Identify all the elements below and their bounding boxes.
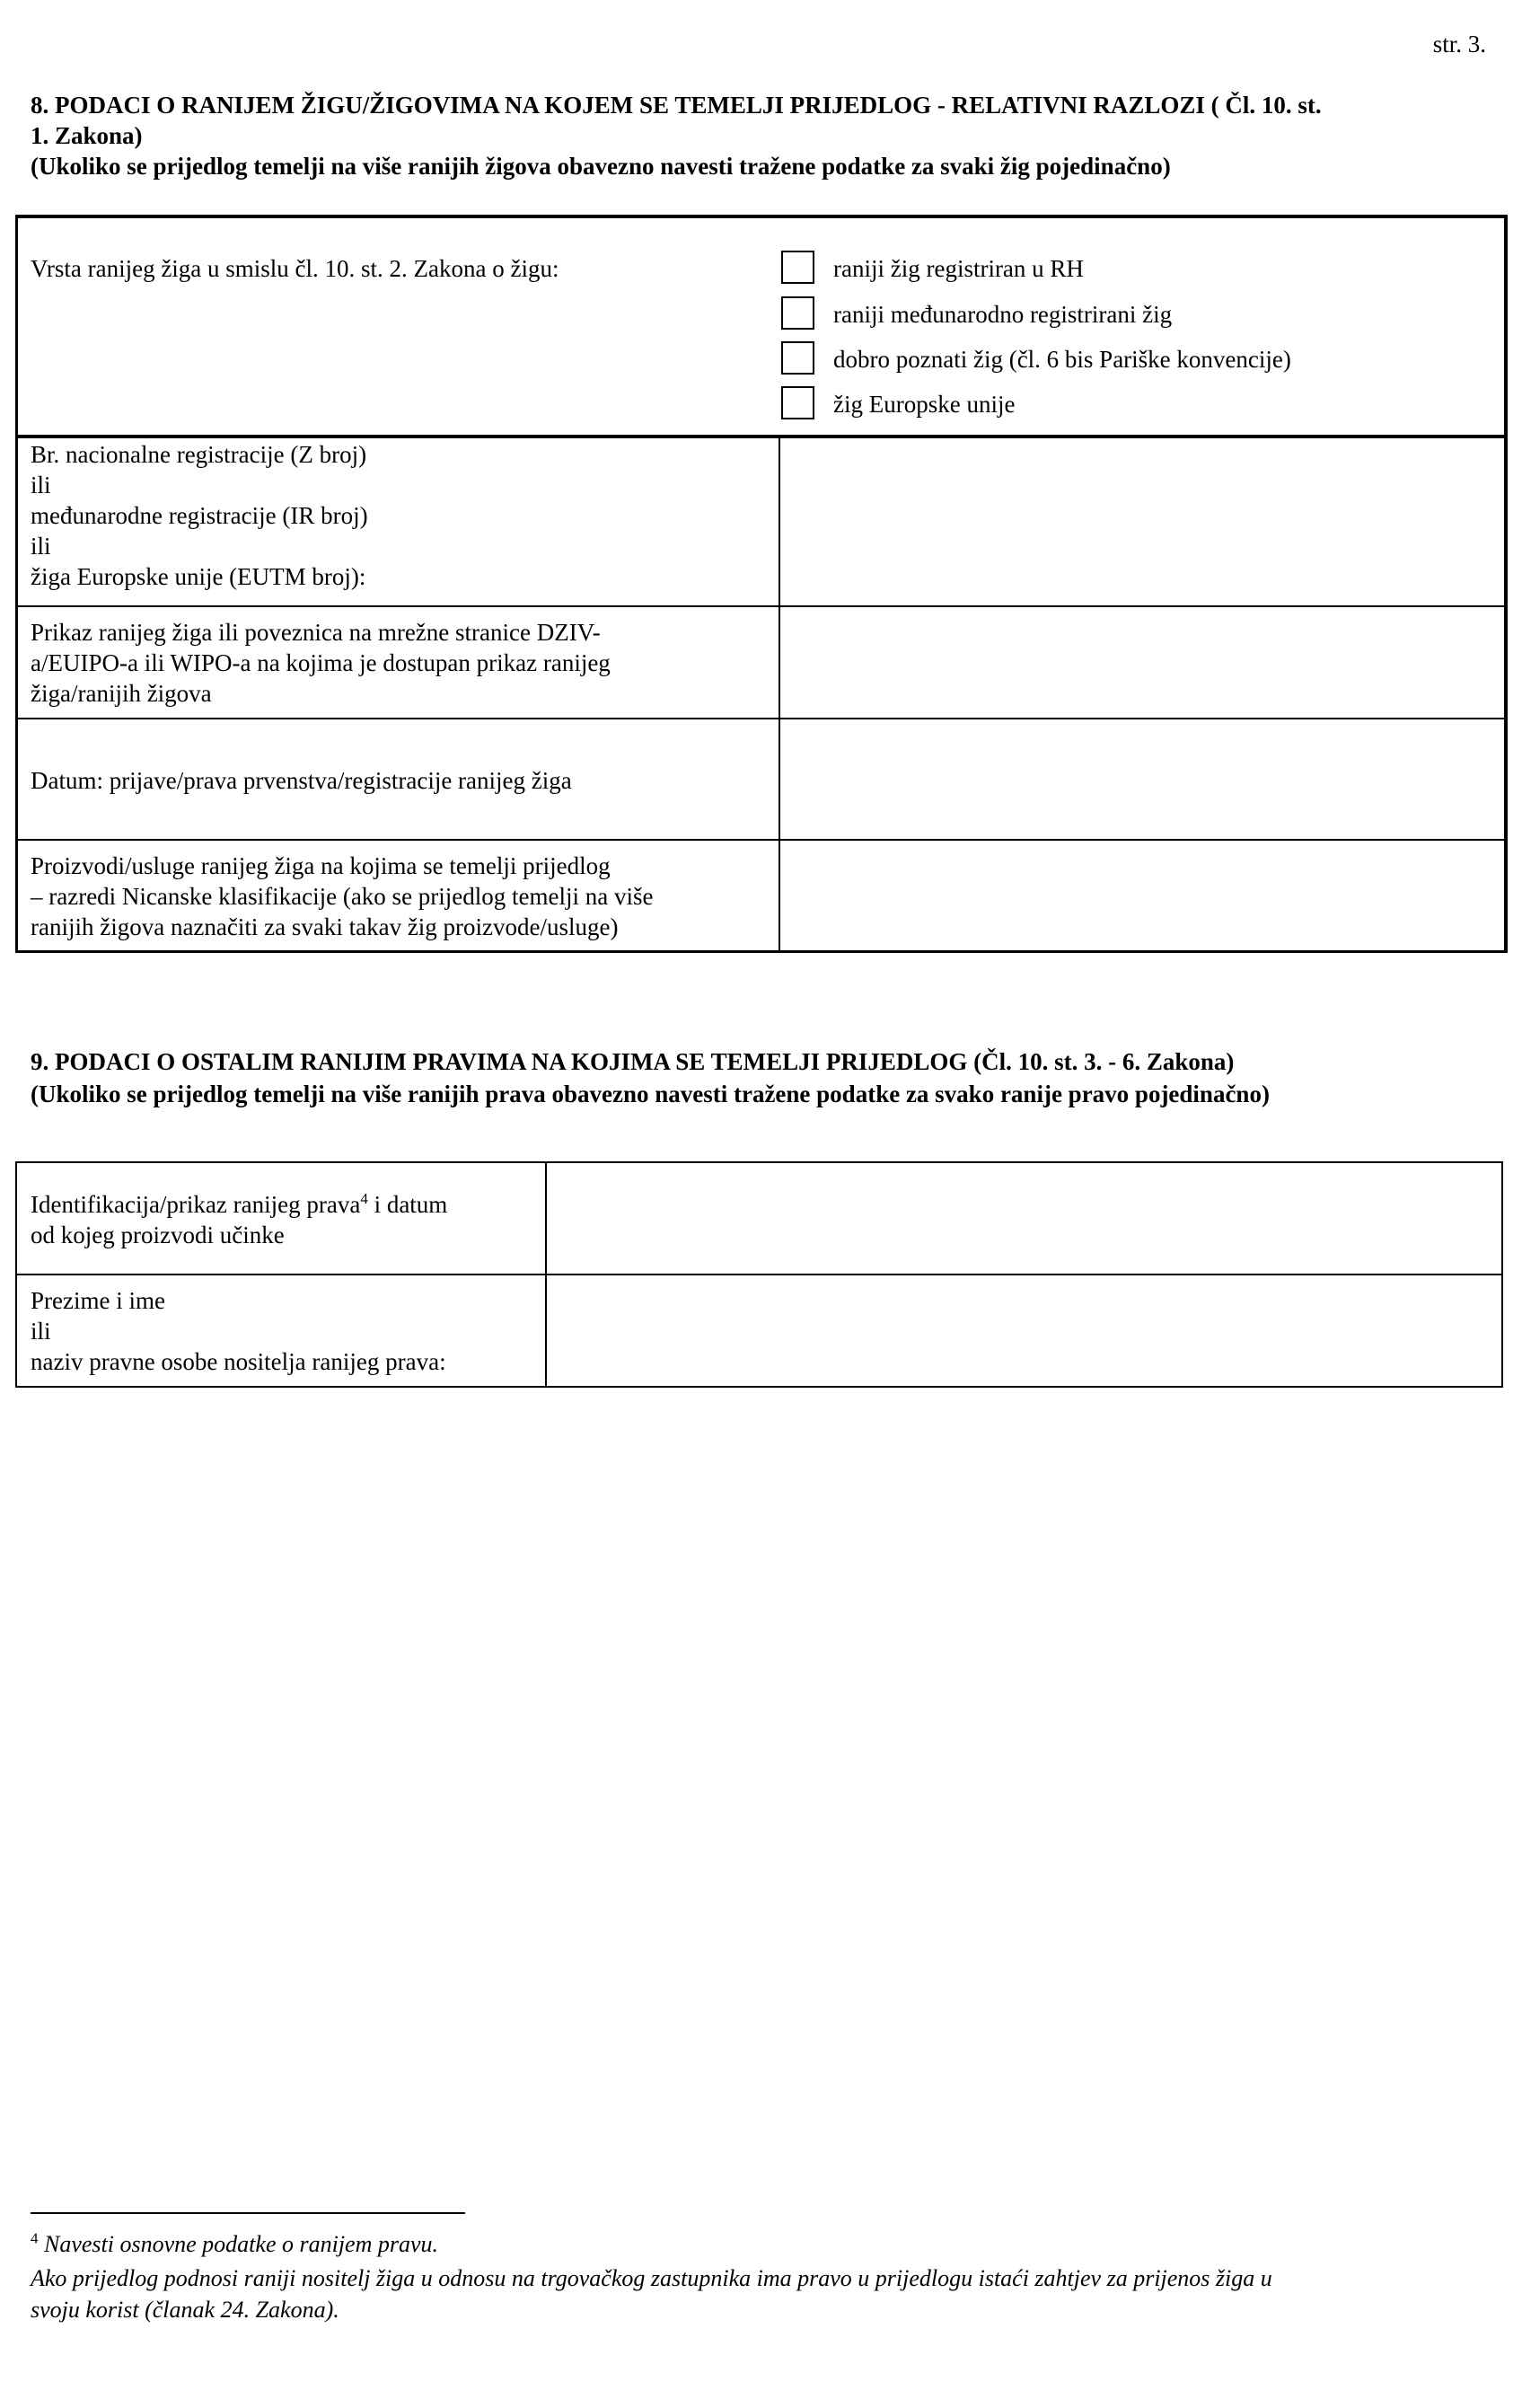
label-line: ili	[31, 472, 51, 498]
label-line: Prikaz ranijeg žiga ili poveznica na mrežne stranice DZIV-	[31, 619, 601, 646]
checkbox-eu-mark[interactable]	[781, 386, 814, 419]
goods-services-field[interactable]	[781, 841, 1503, 950]
identification-label	[31, 1189, 447, 1250]
footnote-line3: svoju korist (članak 24. Zakona).	[31, 2297, 339, 2323]
date-field[interactable]	[781, 719, 1503, 839]
mark-display-label	[31, 617, 611, 709]
label-line: žiga Europske unije (EUTM broj):	[31, 563, 366, 590]
option-label: raniji žig registriran u RH	[833, 255, 1084, 282]
mark-display-field[interactable]	[781, 607, 1503, 718]
label-line	[31, 1189, 447, 1220]
footnote-line1	[31, 2229, 438, 2260]
section8-title-line1: 8. PODACI O RANIJEM ŽIGU/ŽIGOVIMA NA KOJEM SE TEMELJI PRIJEDLOG - RELATIVNI RAZLOZI ( Čl. 10. st.	[31, 92, 1322, 119]
option-label: dobro poznati žig (čl. 6 bis Pariške konvencije)	[833, 346, 1291, 373]
label-line: Prezime i ime	[31, 1287, 165, 1314]
label-line: ranijih žigova naznačiti za svaki takav žig proizvode/usluge)	[31, 913, 619, 940]
goods-services-label	[31, 851, 653, 942]
mark-type-label: Vrsta ranijeg žiga u smislu čl. 10. st. 2. Zakona o žigu:	[31, 255, 559, 282]
label-line: a/EUIPO-a ili WIPO-a na kojima je dostupan prikaz ranijeg	[31, 649, 611, 676]
label-line: Proizvodi/usluge ranijeg žiga na kojima se temelji prijedlog	[31, 852, 611, 879]
label-line: od kojeg proizvodi učinke	[31, 1222, 285, 1248]
holder-field[interactable]	[547, 1275, 1501, 1386]
label-text: Identifikacija/prikaz ranijeg prava	[31, 1191, 361, 1218]
checkbox-well-known[interactable]	[781, 341, 814, 375]
label-line: ili	[31, 1318, 51, 1345]
section8-title-line2: 1. Zakona)	[31, 122, 143, 149]
holder-label	[31, 1285, 446, 1377]
footnote-text: Navesti osnovne podatke o ranijem pravu.	[38, 2231, 439, 2257]
option-label: žig Europske unije	[833, 391, 1016, 418]
section8-subtitle: (Ukoliko se prijedlog temelji na više ranijih žigova obavezno navesti tražene podatke za svaki žig pojedinačno)	[31, 153, 1171, 180]
page-number: str. 3.	[1432, 31, 1486, 57]
footnote-line2: Ako prijedlog podnosi raniji nositelj žiga u odnosu na trgovačkog zastupnika ima pravo u prijedlogu istaći zahtjev za prijenos žiga u	[31, 2265, 1272, 2291]
date-label: Datum: prijave/prava prvenstva/registracije ranijeg žiga	[31, 767, 572, 794]
label-line: ili	[31, 533, 51, 560]
option-label: raniji međunarodno registrirani žig	[833, 301, 1173, 328]
section9-subtitle: (Ukoliko se prijedlog temelji na više ranijih prava obavezno navesti tražene podatke za svako ranije pravo pojedinačno)	[31, 1081, 1270, 1107]
checkbox-registered-rh[interactable]	[781, 251, 814, 284]
label-line: – razredi Nicanske klasifikacije (ako se prijedlog temelji na više	[31, 883, 654, 910]
footnote-mark: 4	[31, 2229, 39, 2247]
label-line: naziv pravne osobe nositelja ranijeg prava:	[31, 1348, 446, 1375]
label-text: i datum	[367, 1191, 448, 1218]
label-line: Br. nacionalne registracije (Z broj)	[31, 441, 367, 468]
footnote-divider	[31, 2212, 465, 2214]
checkbox-international[interactable]	[781, 296, 814, 330]
registration-number-field[interactable]	[781, 438, 1503, 605]
registration-number-label	[31, 439, 368, 592]
label-line: međunarodne registracije (IR broj)	[31, 502, 368, 529]
label-line: žiga/ranijih žigova	[31, 680, 212, 707]
section9-title: 9. PODACI O OSTALIM RANIJIM PRAVIMA NA KOJIMA SE TEMELJI PRIJEDLOG (Čl. 10. st. 3. - 6. Zakona)	[31, 1048, 1235, 1075]
identification-field[interactable]	[547, 1163, 1501, 1274]
footnote-ref[interactable]: 4	[360, 1190, 368, 1207]
